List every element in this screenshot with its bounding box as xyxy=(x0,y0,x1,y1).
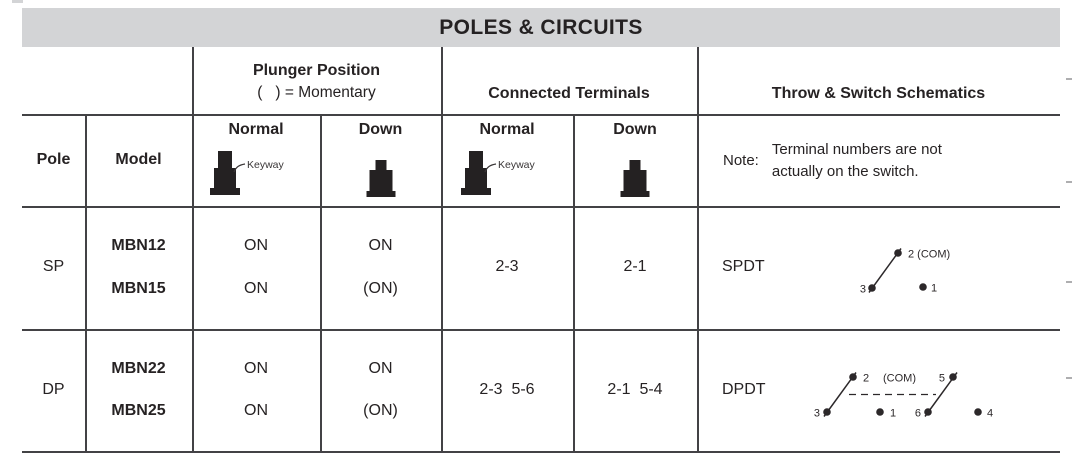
keyway-label: Keyway xyxy=(498,159,535,171)
page-edge-mark xyxy=(1066,377,1072,379)
value: ON xyxy=(244,359,268,377)
spdt-schematic xyxy=(840,235,1010,305)
plunger-normal-column-header xyxy=(192,114,320,206)
connected-normal-dp: 2-3 5-6 xyxy=(479,380,535,398)
value: ON xyxy=(368,237,393,255)
throw-label-dpdt: DPDT xyxy=(722,380,766,398)
terminal-label-2: 2 xyxy=(863,372,870,385)
connected-normal-sp: 2-3 xyxy=(495,258,519,276)
plunger-down-values-dp xyxy=(320,329,441,451)
plunger-normal-values-dp xyxy=(192,329,320,451)
connected-down-label: Down xyxy=(613,121,657,138)
page-edge-mark xyxy=(12,0,23,3)
model-mbn15: MBN15 xyxy=(111,279,166,297)
model-cell-dp xyxy=(85,329,192,451)
terminal-label-5: 5 xyxy=(938,372,945,385)
connected-down-column-header xyxy=(573,114,697,206)
plunger-down-icon xyxy=(620,160,650,197)
plunger-normal-keyway-icon xyxy=(455,151,559,197)
terminal-label-1: 1 xyxy=(931,282,938,295)
terminal-label-com: (COM) xyxy=(883,372,916,385)
throw-schematics-group-header: Throw & Switch Schematics xyxy=(771,84,986,102)
terminal-label-2com: 2 (COM) xyxy=(908,248,951,261)
terminal-label-6: 6 xyxy=(914,407,921,420)
connected-normal-icon-wrap xyxy=(441,151,573,197)
plunger-down-label: Down xyxy=(358,121,403,138)
value: (ON) xyxy=(363,402,398,419)
table-title-bar xyxy=(22,8,1060,47)
plunger-normal-values-sp xyxy=(192,206,320,329)
terminal-note xyxy=(697,114,1060,206)
plunger-down-icon-wrap xyxy=(320,160,441,197)
note-text xyxy=(772,141,942,180)
plunger-position-label: Plunger Position xyxy=(252,62,381,79)
terminal-label-3: 3 xyxy=(859,283,866,296)
terminal-label-3: 3 xyxy=(813,407,820,420)
model-mbn12: MBN12 xyxy=(111,237,166,255)
plunger-down-column-header xyxy=(320,114,441,206)
note-line-1: Terminal numbers are not xyxy=(771,140,942,158)
model-mbn22: MBN22 xyxy=(111,359,166,377)
note-line-2: actually on the switch. xyxy=(771,162,919,180)
model-mbn25: MBN25 xyxy=(111,402,166,419)
momentary-legend: ( ) = Momentary xyxy=(257,84,376,102)
page-edge-mark xyxy=(1066,78,1072,80)
pole-cell-sp: SP xyxy=(42,258,65,276)
throw-label-spdt: SPDT xyxy=(722,258,765,276)
plunger-normal-label: Normal xyxy=(228,121,284,138)
connected-down-sp: 2-1 xyxy=(623,258,647,276)
value: ON xyxy=(368,359,393,377)
note-label: Note: xyxy=(723,151,759,169)
value: ON xyxy=(244,237,268,255)
connected-normal-label: Normal xyxy=(479,121,535,138)
connected-terminals-group-header: Connected Terminals xyxy=(488,84,650,102)
connected-down-dp: 2-1 5-4 xyxy=(607,380,663,398)
value: ON xyxy=(244,402,268,419)
value: (ON) xyxy=(363,279,398,297)
plunger-normal-keyway-icon xyxy=(204,151,308,197)
connected-normal-column-header xyxy=(441,114,573,206)
plunger-down-icon xyxy=(366,160,396,197)
table-rule-horizontal xyxy=(22,451,1060,453)
terminal-label-1: 1 xyxy=(890,407,897,420)
dpdt-schematic xyxy=(805,365,1005,425)
plunger-down-icon-wrap xyxy=(573,160,697,197)
pole-cell-dp: DP xyxy=(42,380,65,398)
keyway-label: Keyway xyxy=(247,159,284,171)
page-edge-mark xyxy=(1066,181,1072,183)
terminal-label-4: 4 xyxy=(987,407,994,420)
value: ON xyxy=(244,279,268,297)
plunger-normal-icon-wrap xyxy=(192,151,320,197)
model-cell-sp xyxy=(85,206,192,329)
page-edge-mark xyxy=(1066,281,1072,283)
pole-column-header: Pole xyxy=(36,150,71,168)
plunger-down-values-sp xyxy=(320,206,441,329)
page-title: POLES & CIRCUITS xyxy=(439,15,643,39)
model-column-header: Model xyxy=(115,150,162,168)
plunger-position-group-header xyxy=(192,47,441,114)
